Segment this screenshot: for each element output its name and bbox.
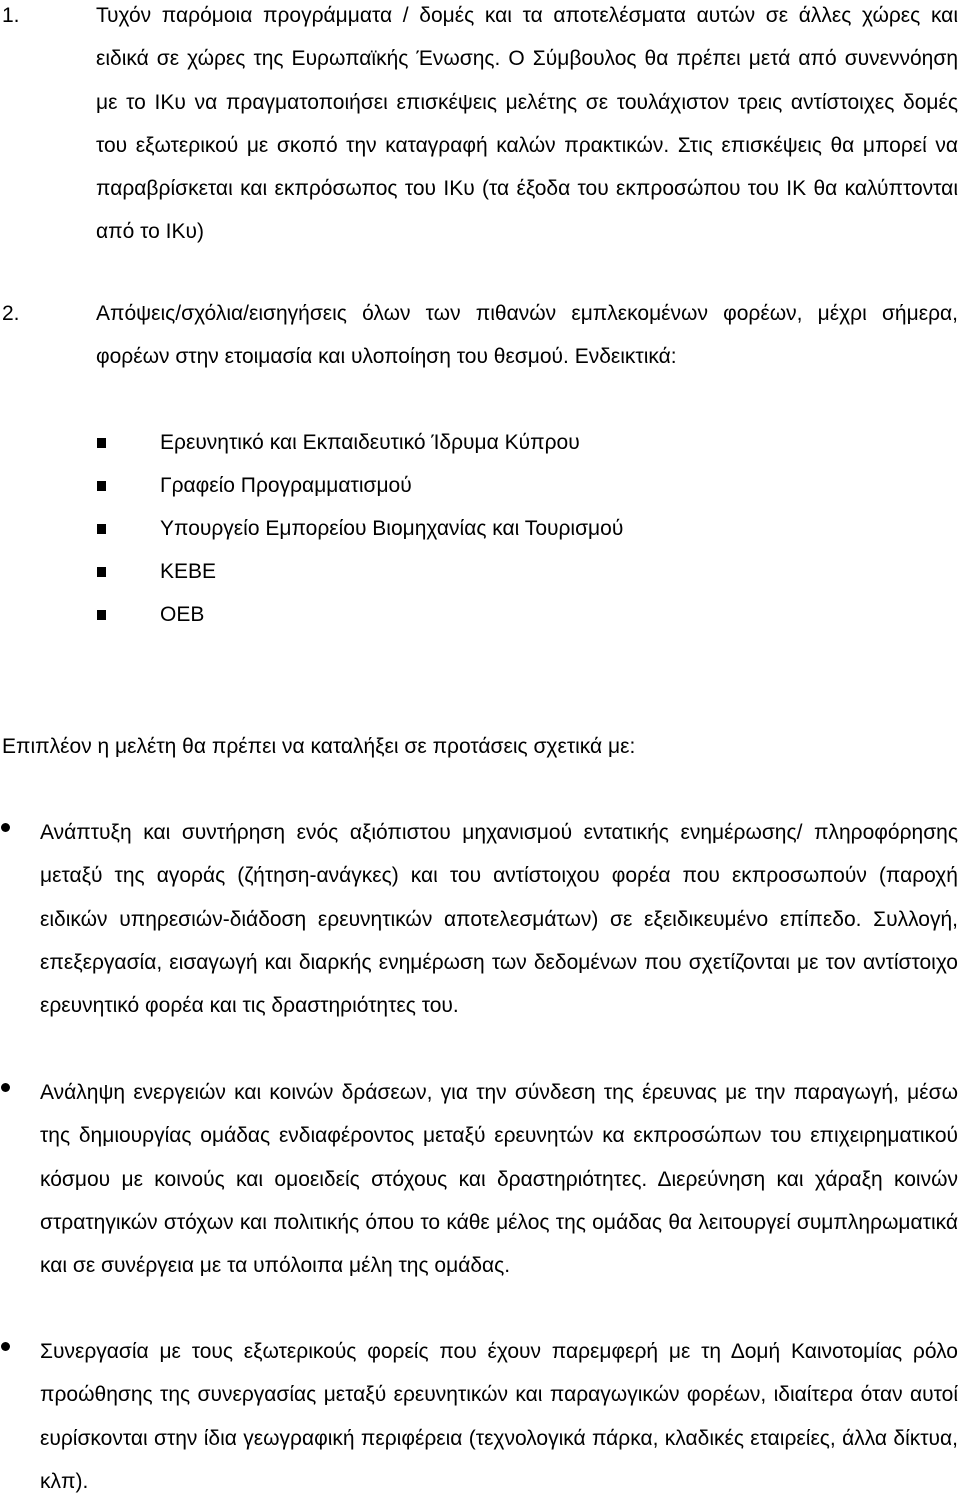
intro-paragraph: Επιπλέον η μελέτη θα πρέπει να καταλήξει σε προτάσεις σχετικά με: — [2, 735, 636, 758]
list-item — [0, 598, 960, 641]
item-text: Απόψεις/σχόλια/εισηγήσεις όλων των πιθανών εμπλεκομένων φορέων, μέχρι σήμερα, φορέων στην ετοιμασία και υλοποίηση του θεσμού. Ενδεικτικά: — [96, 302, 958, 369]
proposal-item-2 — [0, 1071, 958, 1287]
list-item — [0, 469, 960, 512]
proposal-item-3 — [0, 1330, 958, 1503]
numbered-item-2 — [0, 300, 958, 379]
list-item-text: Υπουργείο Εμπορείου Βιομηχανίας και Τουρισμού — [160, 517, 624, 540]
item-number: 2. — [2, 302, 20, 325]
list-item-text: Ερευνητικό και Εκπαιδευτικό Ίδρυμα Κύπρου — [160, 431, 580, 454]
proposal-item-1 — [0, 811, 958, 1027]
proposal-text: Ανάπτυξη και συντήρηση ενός αξιόπιστου μηχανισμού εντατικής ενημέρωσης/ πληροφόρησης μεταξύ της αγοράς (ζήτηση-ανάγκες) και του αντίστοιχου φορέα που εκπροσωπούν (παροχή ειδικών υπηρεσιών-διάδοση ερευνητικών αποτελεσμάτων) σε εξειδικευμένο επίπεδο. Συλλογή, επεξεργασία, εισαγωγή και διαρκής ενημέρωση των δεδομένων που σχετίζονται με τον αντίστοιχο ερευνητικό φορέα και τις δραστηριότητες του. — [40, 821, 958, 1018]
list-item — [0, 426, 960, 469]
square-bullet-icon — [97, 438, 106, 448]
square-bullet-icon — [97, 610, 106, 620]
proposal-text: Συνεργασία με τους εξωτερικούς φορείς που έχουν παρεμφερή με τη Δομή Καινοτομίας ρόλο προώθησης της συνεργασίας μεταξύ ερευνητικών και παραγωγικών φορέων, ιδιαίτερα όταν αυτοί ευρίσκονται στην ίδια γεωγραφική περιφέρεια (τεχνολογικά πάρκα, κλαδικές εταιρείες, άλλα δίκτυα, κλπ). — [40, 1340, 958, 1493]
square-bullet-icon — [97, 481, 106, 491]
square-bullet-icon — [97, 567, 106, 577]
item-number: 1. — [2, 4, 20, 27]
bullet-icon — [1, 1083, 10, 1092]
list-item-text: Γραφείο Προγραμματισμού — [160, 474, 412, 497]
bullet-icon — [1, 1342, 10, 1351]
list-item — [0, 555, 960, 598]
proposal-text: Ανάληψη ενεργειών και κοινών δράσεων, για την σύνδεση της έρευνας με την παραγωγή, μέσω της δημιουργίας ομάδας ενδιαφέροντος μεταξύ ερευνητών κα εκπροσώπων του επιχειρηματικού κόσμου με κοινούς και ομοειδείς στόχους και δραστηριότητες. Διερεύνηση και χάραξη κοινών στρατηγικών στόχων και πολιτικής όπου το κάθε μέλος της ομάδας θα λειτουργεί συμπληρωματικά και σε συνέργεια με τα υπόλοιπα μέλη της ομάδας. — [40, 1081, 958, 1278]
numbered-item-1 — [0, 2, 958, 254]
list-item-text: ΚΕΒΕ — [160, 560, 217, 583]
stakeholder-list — [0, 426, 960, 641]
list-item — [0, 512, 960, 555]
list-item-text: ΟΕΒ — [160, 603, 205, 626]
item-text: Τυχόν παρόμοια προγράμματα / δομές και τα αποτελέσματα αυτών σε άλλες χώρες και ειδικά σε χώρες της Ευρωπαϊκής Ένωσης. Ο Σύμβουλος θα πρέπει μετά από συνεννόηση με το ΙΚυ να πραγματοποιήσει επισκέψεις μελέτης σε τουλάχιστον τρεις αντίστοιχες δομές του εξωτερικού με σκοπό την καταγραφή καλών πρακτικών. Στις επισκέψεις θα μπορεί να παραβρίσκεται και εκπρόσωπος του ΙΚυ (τα έξοδα του εκπροσώπου του ΙΚ θα καλύπτονται από το ΙΚυ) — [96, 4, 958, 244]
square-bullet-icon — [97, 524, 106, 534]
bullet-icon — [1, 823, 10, 832]
